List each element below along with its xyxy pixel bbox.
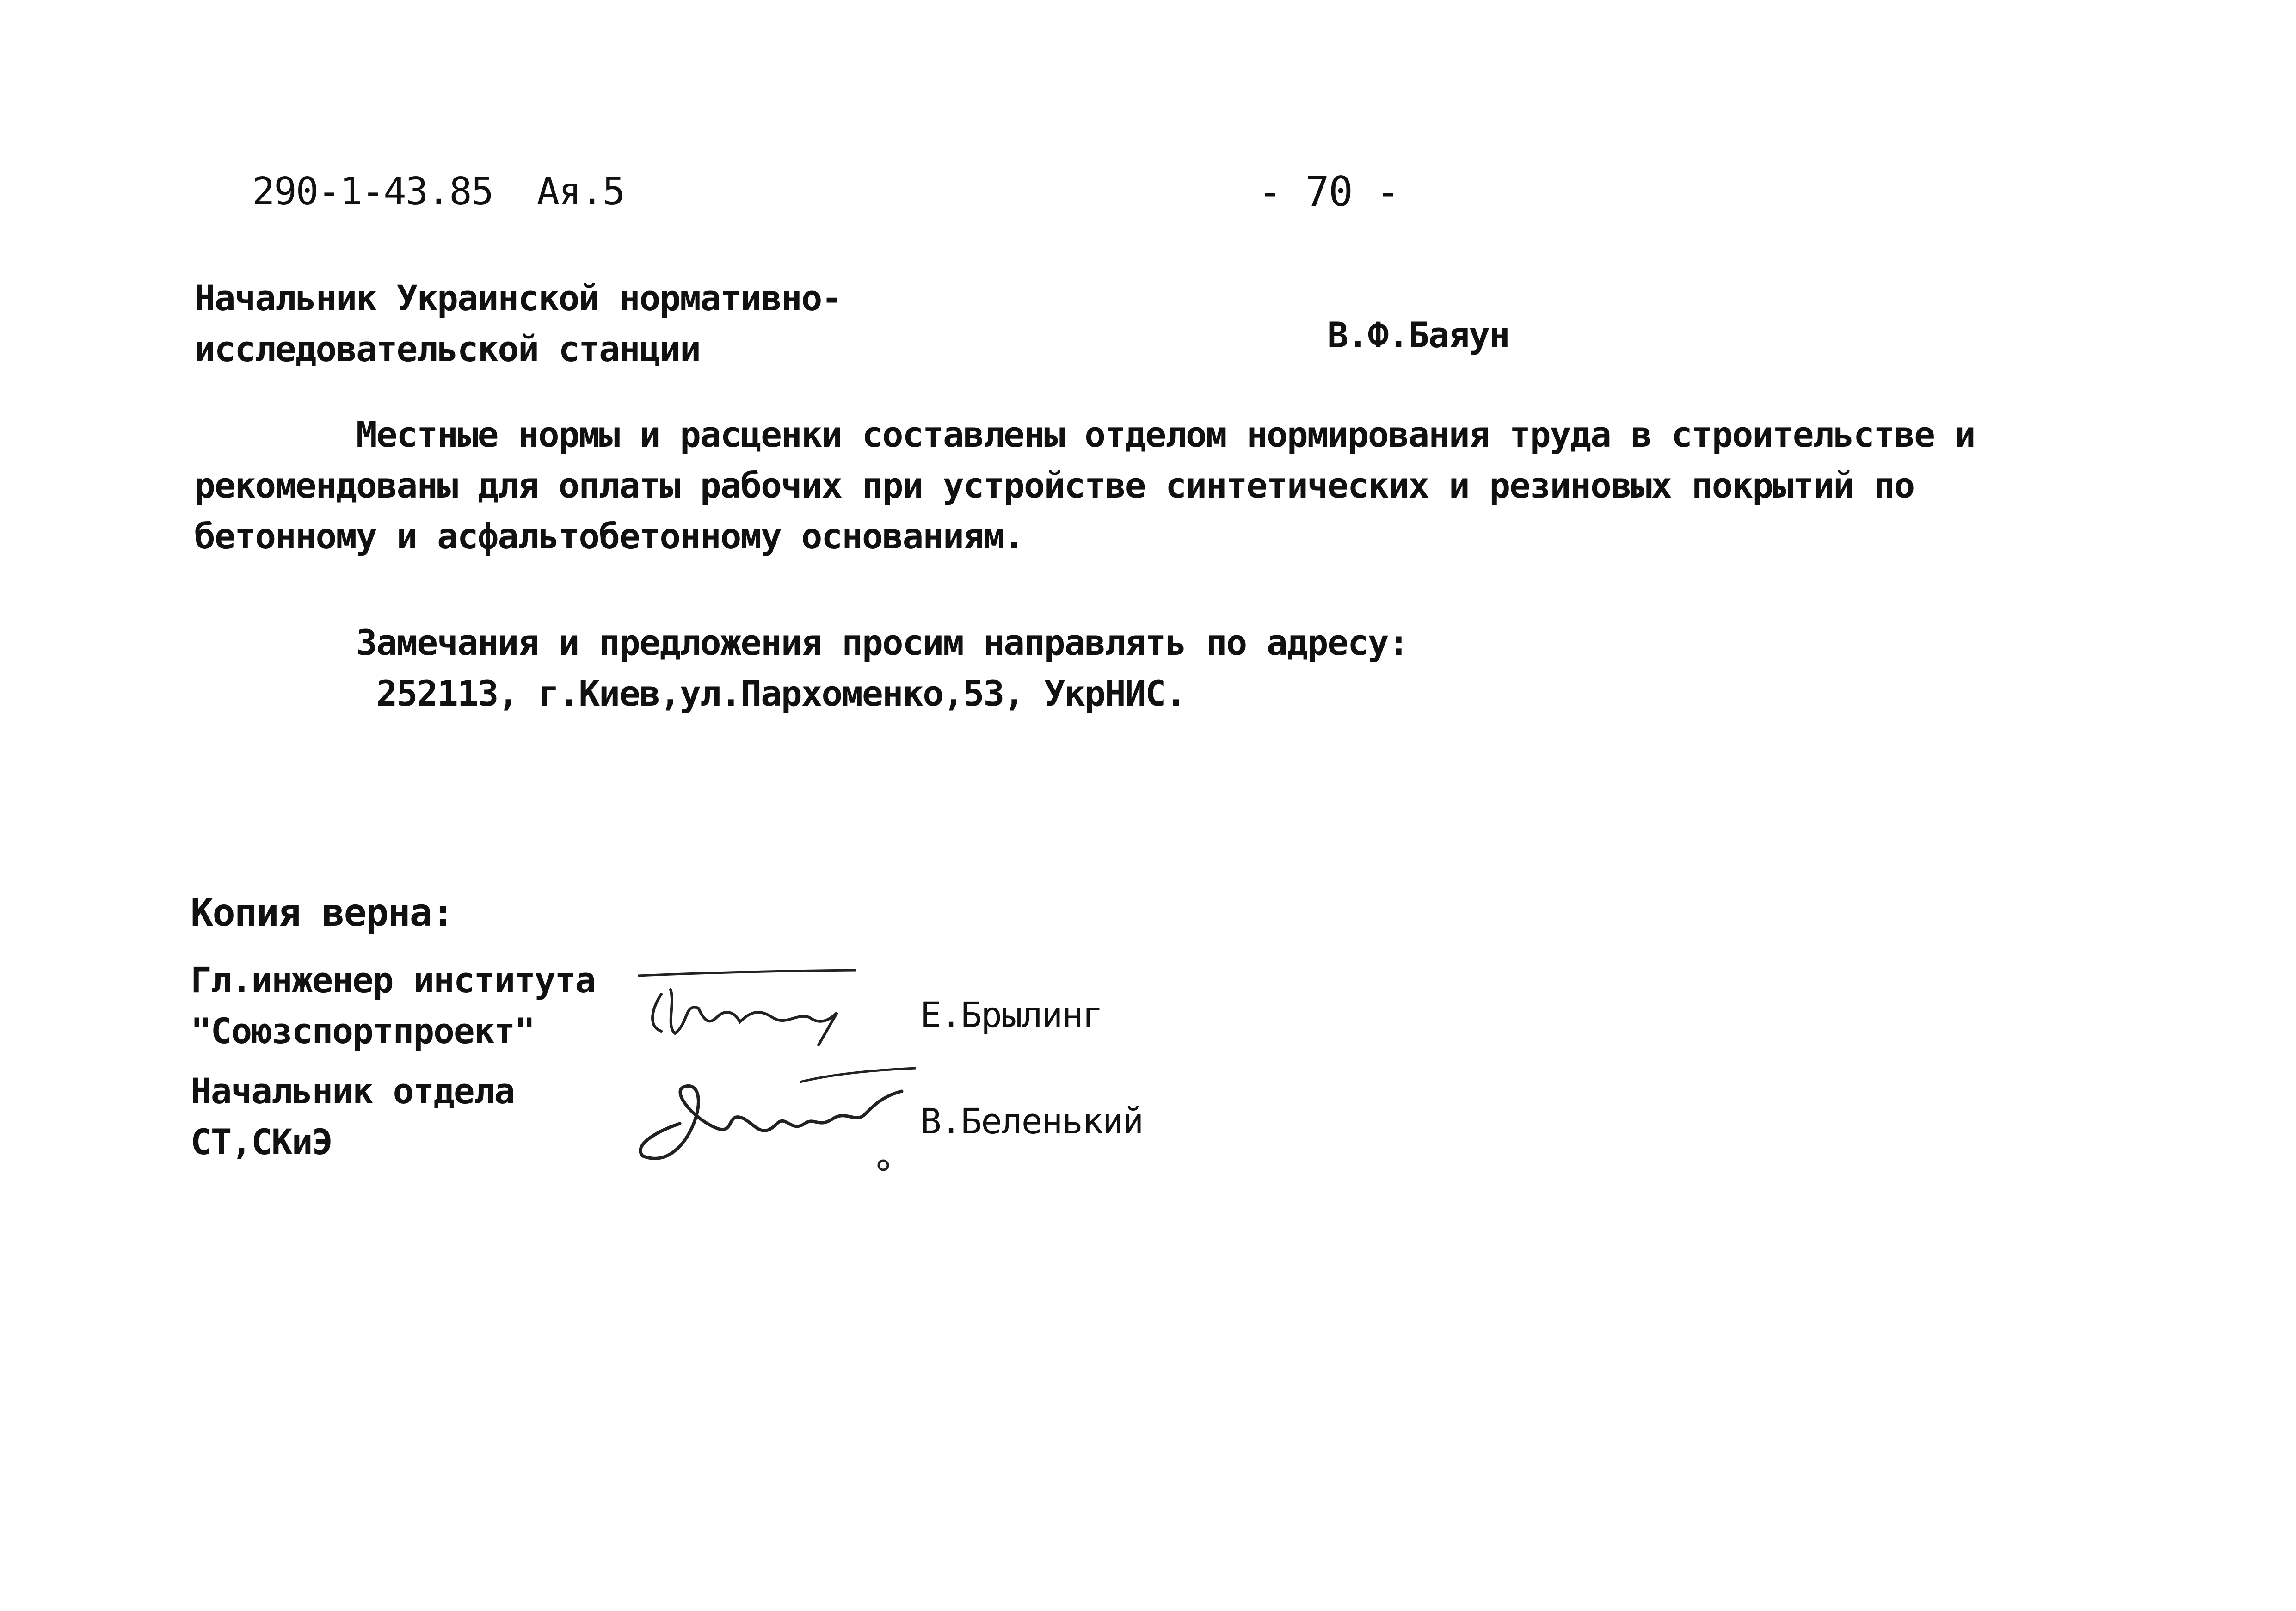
signer2-name: В.Беленький (920, 1101, 1143, 1142)
addressee-title-line2: исследовательской станции (194, 328, 700, 369)
main-paragraph (194, 409, 1975, 562)
addressee-name: В.Ф.Баяун (1327, 314, 1509, 356)
signer1-title-line2: "Союзспортпроект" (191, 1010, 535, 1051)
main-paragraph-line1: Местные нормы и расценки составлены отделом нормирования труда в строительстве и (194, 414, 1975, 455)
addressee-title-line1: Начальник Украинской нормативно- (194, 277, 842, 319)
signature2-icon (624, 1054, 920, 1174)
signer1-name: Е.Брылинг (920, 994, 1102, 1035)
document-code: 290-1-43.85 Ая.5 (252, 170, 625, 214)
main-paragraph-line2: рекомендованы для оплаты рабочих при устройстве синтетических и резиновых покрытий по (194, 465, 1914, 506)
addressee-title (194, 273, 842, 375)
signer1-title (191, 955, 595, 1057)
address-paragraph (194, 617, 1408, 719)
signer2-title-line1: Начальник отдела (191, 1070, 515, 1112)
signer1-title-line1: Гл.инженер института (191, 959, 596, 1001)
signer2-title-line2: СТ,СКиЭ (191, 1121, 332, 1162)
address-paragraph-line2: 252113, г.Киев,ул.Пархоменко,53, УкрНИС. (194, 673, 1186, 714)
signer2-title (191, 1066, 514, 1168)
address-paragraph-line1: Замечания и предложения просим направлять по адресу: (194, 622, 1409, 663)
copy-true-label: Копия верна: (191, 891, 454, 935)
page-number: - 70 - (1258, 168, 1399, 215)
main-paragraph-line3: бетонному и асфальтобетонному основаниям. (194, 516, 1024, 557)
signature1-icon (634, 962, 865, 1054)
